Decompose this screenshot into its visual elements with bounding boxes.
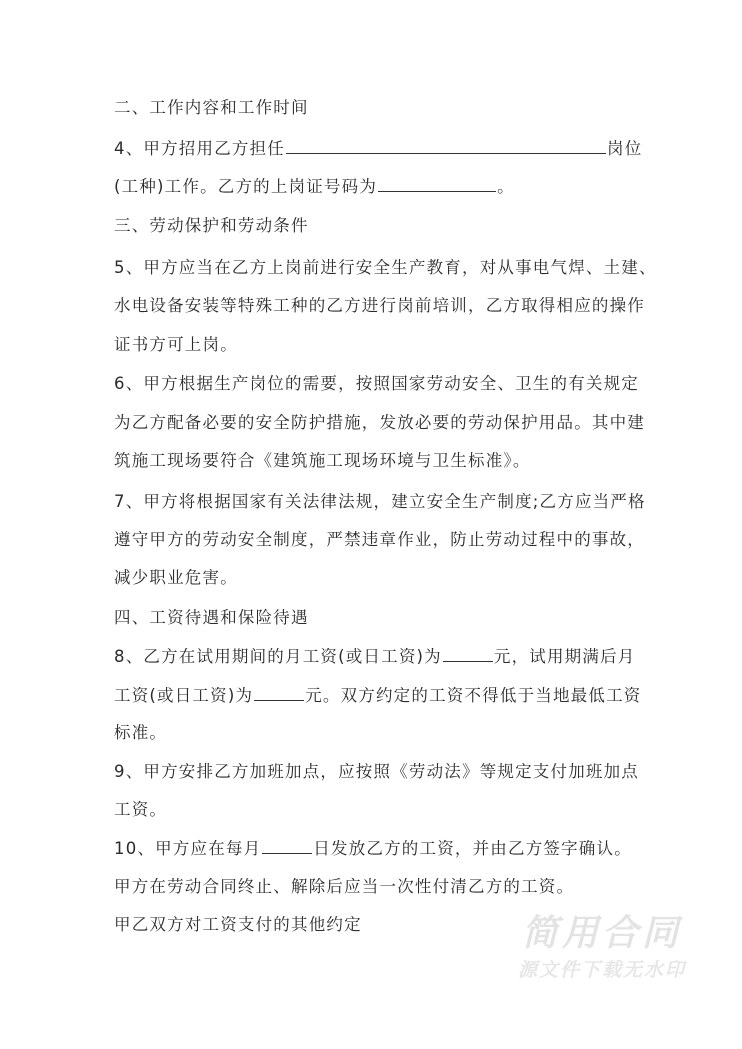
section-heading-work-content: 二、工作内容和工作时间: [114, 98, 309, 117]
clause-10-line-2: 甲方在劳动合同终止、解除后应当一次性付清乙方的工资。: [114, 877, 575, 896]
clause-4-line-2: [114, 175, 515, 198]
clause-7-line-2: 遵守甲方的劳动安全制度，严禁违章作业，防止劳动过程中的事故，: [114, 530, 645, 549]
watermark-subtitle: 源文件下载无水印: [517, 959, 686, 981]
clause-9-line-1: 9、甲方安排乙方加班加点，应按照《劳动法》等规定支付加班加点: [114, 762, 639, 781]
clause-7-line-1: 7、甲方将根据国家有关法律法规，建立安全生产制度;乙方应当严格: [114, 492, 646, 511]
clause-text: 岗位: [607, 139, 643, 158]
clause-8-line-1: [114, 645, 635, 668]
pay-day-blank-field[interactable]: [262, 837, 312, 854]
clause-10-line-1: [114, 837, 632, 860]
clause-6-line-3: 筑施工现场要符合《建筑施工现场环境与卫生标准》。: [114, 451, 531, 470]
clause-text: 10、甲方应在每月: [114, 839, 262, 858]
clause-5-line-2: 水电设备安装等特殊工种的乙方进行岗前培训，乙方取得相应的操作: [114, 296, 645, 315]
clause-8-line-3: 标准。: [114, 723, 168, 742]
clause-5-line-3: 证书方可上岗。: [114, 335, 238, 354]
section-heading-labor-protection: 三、劳动保护和劳动条件: [114, 216, 309, 235]
clause-7-line-3: 减少职业危害。: [114, 568, 238, 587]
certificate-number-blank-field[interactable]: [378, 175, 496, 192]
probation-wage-blank-field[interactable]: [443, 645, 493, 662]
clause-text: 工资(或日工资)为: [114, 686, 254, 705]
clause-6-line-2: 为乙方配备必要的安全防护措施，发放必要的劳动保护用品。其中建: [114, 413, 645, 432]
regular-wage-blank-field[interactable]: [254, 684, 304, 701]
clause-4-line-1: [114, 137, 642, 160]
clause-9-line-2: 工资。: [114, 800, 168, 819]
clause-8-line-2: [114, 684, 642, 707]
clause-6-line-1: 6、甲方根据生产岗位的需要，按照国家劳动安全、卫生的有关规定: [114, 374, 639, 393]
position-blank-field[interactable]: [286, 137, 606, 154]
clause-text: (工种)工作。乙方的上岗证号码为: [114, 177, 378, 196]
clause-text: 日发放乙方的工资，并由乙方签字确认。: [313, 839, 632, 858]
section-heading-wages: 四、工资待遇和保险待遇: [114, 608, 309, 627]
clause-text: 元，试用期满后月: [493, 647, 636, 666]
clause-5-line-1: 5、甲方应当在乙方上岗前进行安全生产教育，对从事电气焊、土建、: [114, 258, 657, 277]
clause-text: 。: [497, 177, 515, 196]
watermark: [512, 912, 692, 984]
watermark-logo-text: 简用合同: [521, 913, 682, 954]
clause-text: 元。双方约定的工资不得低于当地最低工资: [305, 686, 642, 705]
clause-text: 4、甲方招用乙方担任: [114, 139, 285, 158]
clause-text: 8、乙方在试用期间的月工资(或日工资)为: [114, 647, 442, 666]
other-wage-agreement-heading: 甲乙双方对工资支付的其他约定: [114, 915, 362, 934]
